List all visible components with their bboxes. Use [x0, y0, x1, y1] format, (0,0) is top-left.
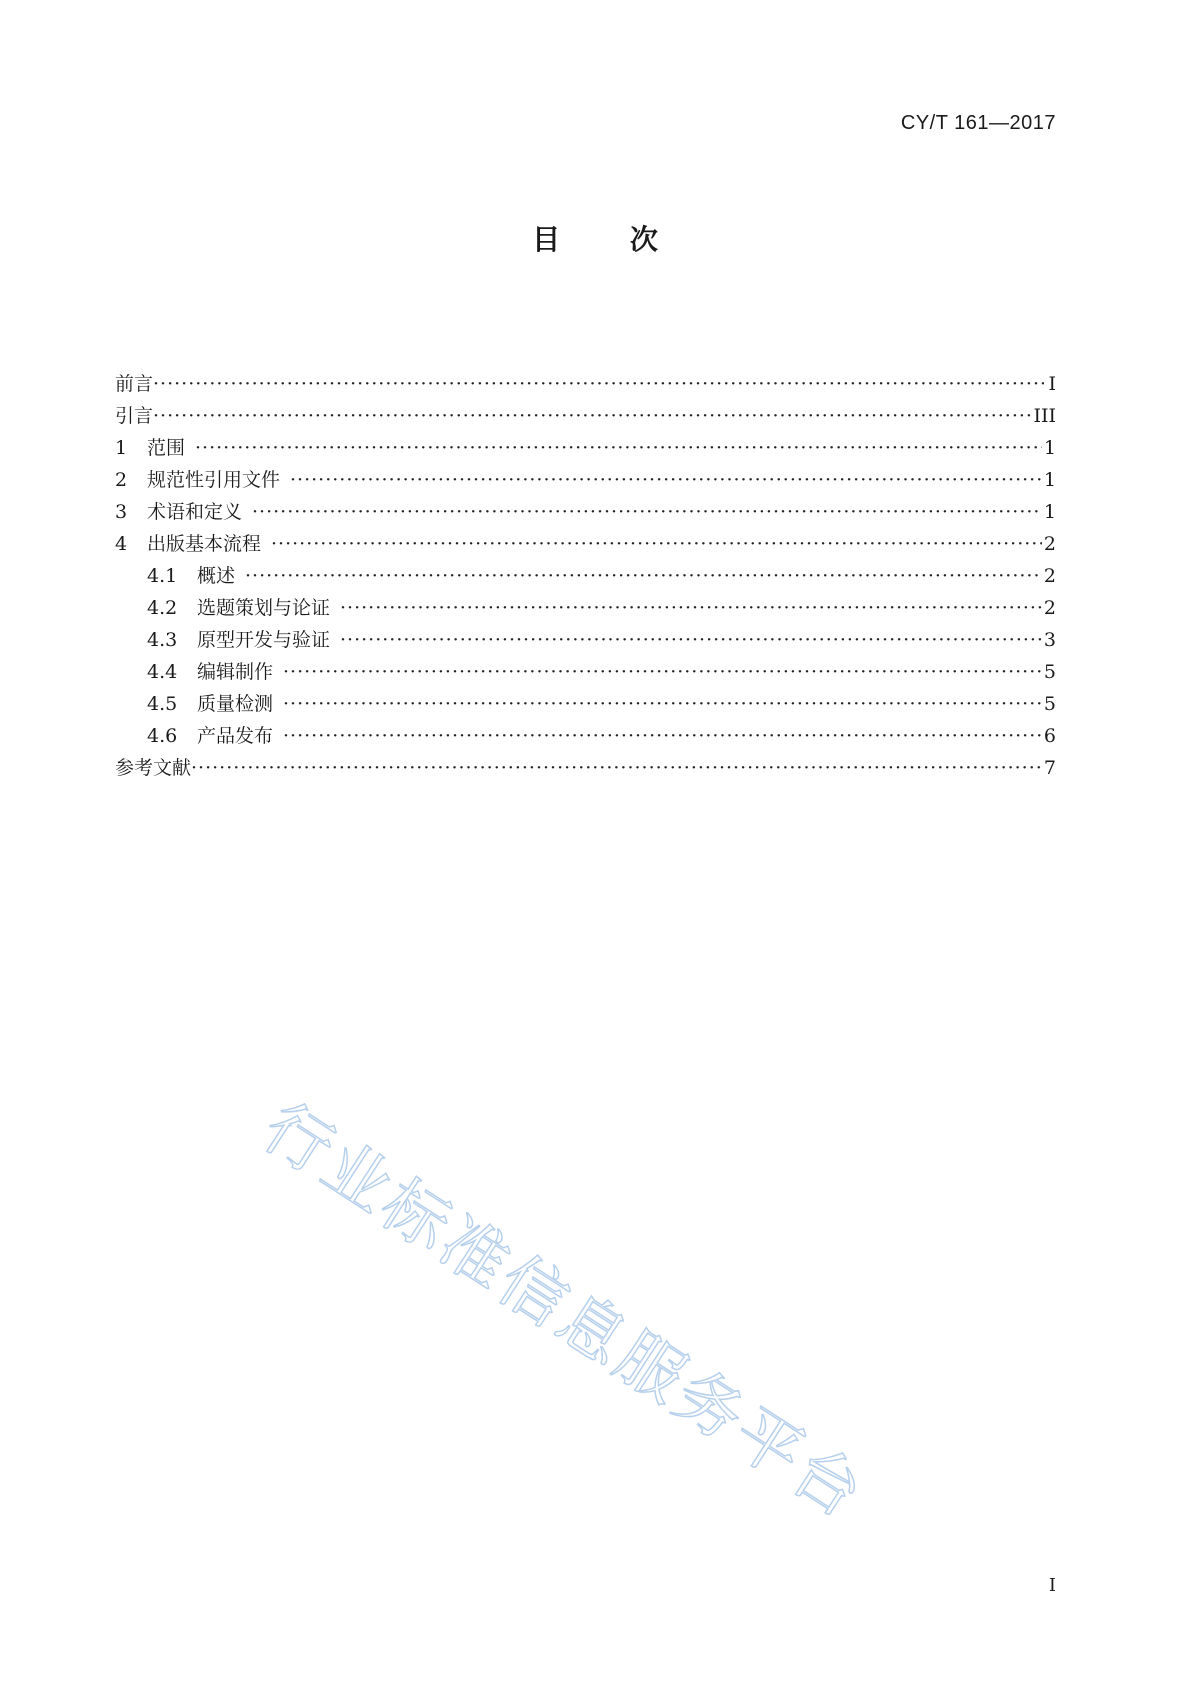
toc-entry-label: 引言: [115, 405, 154, 427]
toc-leader-dots: [252, 496, 1042, 528]
toc-entry-label: 原型开发与验证: [197, 629, 331, 651]
toc-leader-dots: [195, 432, 1042, 464]
toc-entry-label: 规范性引用文件: [147, 469, 281, 491]
toc-entry-page: I: [1048, 373, 1056, 395]
toc-entry-page: 1: [1043, 469, 1056, 491]
toc-entry-page: 5: [1043, 661, 1056, 683]
toc-entry-label: 编辑制作: [197, 661, 274, 683]
toc-entry-label: 质量检测: [197, 693, 274, 715]
toc-entry[interactable]: [115, 688, 1056, 720]
toc-leader-dots: [191, 752, 1042, 784]
toc-entry-page: 2: [1043, 533, 1056, 555]
toc-entry-page: 2: [1043, 597, 1056, 619]
toc-entry[interactable]: [115, 656, 1056, 688]
toc-entry-number: 2: [115, 469, 128, 491]
toc-entry-page: 1: [1043, 437, 1056, 459]
toc-entry-page: 2: [1043, 565, 1056, 587]
toc-entry-label: 前言: [115, 373, 154, 395]
toc-entry[interactable]: [115, 368, 1056, 400]
toc-leader-dots: [290, 464, 1042, 496]
toc-entry[interactable]: [115, 432, 1056, 464]
toc-entry-number: 4.4: [147, 661, 178, 683]
toc-entry-label: 出版基本流程: [147, 533, 262, 555]
table-of-contents: [115, 368, 1056, 784]
toc-entry-number: 1: [115, 437, 128, 459]
toc-entry-number: 4.5: [147, 693, 178, 715]
toc-entry-label: 术语和定义: [147, 501, 243, 523]
toc-leader-dots: [153, 400, 1031, 432]
toc-entry[interactable]: [115, 464, 1056, 496]
toc-entry-page: 3: [1043, 629, 1056, 651]
toc-entry[interactable]: [115, 560, 1056, 592]
toc-entry-label: 概述: [197, 565, 236, 587]
toc-entry[interactable]: [115, 720, 1056, 752]
toc-entry[interactable]: [115, 496, 1056, 528]
toc-entry-number: 3: [115, 501, 128, 523]
toc-entry[interactable]: [115, 400, 1056, 432]
toc-entry-page: 6: [1043, 725, 1056, 747]
toc-leader-dots: [153, 368, 1044, 400]
toc-entry-page: 5: [1043, 693, 1056, 715]
toc-entry[interactable]: [115, 624, 1056, 656]
toc-entry-label: 产品发布: [197, 725, 274, 747]
toc-entry[interactable]: [115, 528, 1056, 560]
toc-entry-number: 4.6: [147, 725, 178, 747]
toc-leader-dots: [283, 720, 1042, 752]
standard-code: CY/T 161—2017: [900, 112, 1056, 134]
toc-entry-page: 1: [1043, 501, 1056, 523]
toc-leader-dots: [283, 656, 1042, 688]
toc-entry-number: 4.3: [147, 629, 178, 651]
toc-entry[interactable]: [115, 592, 1056, 624]
toc-entry[interactable]: [115, 752, 1056, 784]
toc-entry-number: 4.1: [147, 565, 178, 587]
toc-entry-label: 范围: [147, 437, 186, 459]
toc-leader-dots: [340, 624, 1042, 656]
toc-leader-dots: [271, 528, 1042, 560]
toc-entry-label: 选题策划与论证: [197, 597, 331, 619]
toc-leader-dots: [245, 560, 1042, 592]
watermark: 行业标准信息服务平台: [249, 1088, 879, 1535]
toc-leader-dots: [283, 688, 1042, 720]
toc-leader-dots: [340, 592, 1042, 624]
toc-entry-label: 参考文献: [115, 757, 192, 779]
toc-entry-number: 4: [115, 533, 128, 555]
toc-entry-number: 4.2: [147, 597, 178, 619]
toc-entry-page: III: [1033, 405, 1056, 427]
page-title: 目 次: [532, 223, 658, 256]
page-number: I: [1048, 1575, 1056, 1596]
toc-entry-page: 7: [1043, 757, 1056, 779]
